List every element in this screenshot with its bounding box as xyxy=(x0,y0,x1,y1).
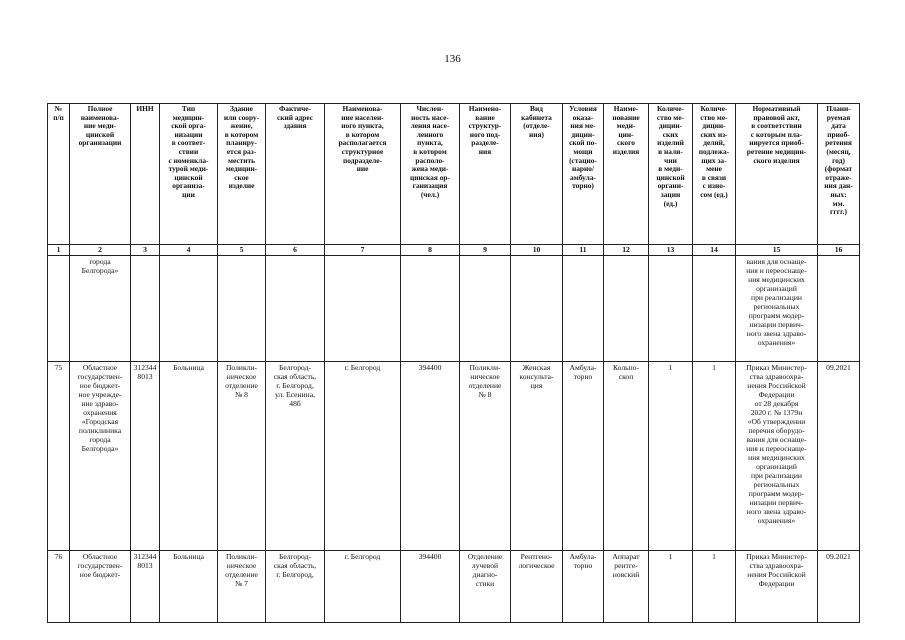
organization-name-cell: города Белгорода» xyxy=(70,256,131,362)
row-number-cell: № п/п xyxy=(48,104,70,245)
medical-equipment-table xyxy=(47,103,860,623)
planned-date-cell: 09.2021 xyxy=(818,362,860,551)
row-number-cell: 76 xyxy=(48,551,70,623)
inn-cell xyxy=(131,256,160,362)
device-name-cell: Аппарат рентге- новский xyxy=(604,551,649,623)
organization-name-cell: Полное наименова- ние меди- цинской организации xyxy=(70,104,131,245)
row-number-cell: 75 xyxy=(48,362,70,551)
legal-act-cell: вания для оснаще- ния и переоснаще- ния медицинских организаций при реализации региональных программ модер- низации первич- ного звена здраво- охранения» xyxy=(736,256,818,362)
header-row xyxy=(48,104,860,245)
building-cell: 5 xyxy=(218,245,266,256)
settlement-cell: г. Белгород xyxy=(325,551,401,623)
device-name-cell xyxy=(604,256,649,362)
subdivision-cell: 9 xyxy=(460,245,511,256)
organization-name-cell: 2 xyxy=(70,245,131,256)
care-conditions-cell: Амбула- торно xyxy=(563,362,604,551)
settlement-cell: Наименова- ние населен- ного пункта, в котором располагается структурное подразделе- ние xyxy=(325,104,401,245)
inn-cell: ИНН xyxy=(131,104,160,245)
legal-act-cell: Приказ Министер- ства здравоохра- нения Российской Федерации от 28 декабря 2020 г. № 1379н «Об утверждении перечня оборудо- вания для оснаще- ния и переоснаще- ния медицинских организаций при реализации региональных программ модер- низации первич- ного звена здраво- охранения» xyxy=(736,362,818,551)
page-number: 136 xyxy=(444,53,461,65)
planned-date-cell xyxy=(818,256,860,362)
population-cell xyxy=(401,256,460,362)
population-cell: 394400 xyxy=(401,362,460,551)
planned-date-cell: Плани- руемая дата приоб- ретения (месяц, год) (формат отраже- ния дан- ных: мм. гггг.) xyxy=(818,104,860,245)
legal-act-cell: 15 xyxy=(736,245,818,256)
subdivision-cell xyxy=(460,256,511,362)
row-number-cell xyxy=(48,256,70,362)
building-cell xyxy=(218,256,266,362)
qty-available-cell: 13 xyxy=(649,245,693,256)
address-cell: Фактиче- ский адрес здания xyxy=(266,104,325,245)
settlement-cell: г. Белгород xyxy=(325,362,401,551)
population-cell: Числен- ность насе- ления насе- ленного пункта, в котором располо- жена меди- цинская ор- ганизация (чел.) xyxy=(401,104,460,245)
building-cell: Поликли- ническое отделение № 8 xyxy=(218,362,266,551)
qty-available-cell xyxy=(649,256,693,362)
address-cell: 6 xyxy=(266,245,325,256)
legal-act-cell: Приказ Министер- ства здравоохра- нения Российской Федерации xyxy=(736,551,818,623)
organization-type-cell: 4 xyxy=(160,245,218,256)
population-cell: 8 xyxy=(401,245,460,256)
planned-date-cell: 09.2021 xyxy=(818,551,860,623)
subdivision-cell: Отделение лучевой диагно- стики xyxy=(460,551,511,623)
cabinet-type-cell xyxy=(511,256,563,362)
table-row xyxy=(48,256,860,362)
cabinet-type-cell: Рентгено- логическое xyxy=(511,551,563,623)
qty-available-cell: Количе- ство ме- дицин- ских изделий в нали- чии в меди- цинской органи- зации (ед.) xyxy=(649,104,693,245)
organization-type-cell: Больница xyxy=(160,551,218,623)
table-row xyxy=(48,551,860,623)
building-cell: Поликли- ническое отделение № 7 xyxy=(218,551,266,623)
subdivision-cell: Поликли- ническое отделение № 8 xyxy=(460,362,511,551)
qty-to-replace-cell xyxy=(693,256,736,362)
inn-cell: 3 xyxy=(131,245,160,256)
organization-type-cell: Тип медицин- ской орга- низации в соответ- ствии с номенкла- турой меди- цинской организа- ции xyxy=(160,104,218,245)
planned-date-cell: 16 xyxy=(818,245,860,256)
device-name-cell: 12 xyxy=(604,245,649,256)
cabinet-type-cell: Вид кабинета (отделе- ния) xyxy=(511,104,563,245)
address-cell: Белгород- ская область, г. Белгород, ул. Есенина, 48б xyxy=(266,362,325,551)
settlement-cell xyxy=(325,256,401,362)
organization-name-cell: Областное государствен- ное бюджет- xyxy=(70,551,131,623)
care-conditions-cell: Условия оказа- ния ме- дицин- ской по- мощи (стацио- нарно/ амбула- торно) xyxy=(563,104,604,245)
cabinet-type-cell: Женская консульта- ция xyxy=(511,362,563,551)
table-row xyxy=(48,362,860,551)
organization-type-cell: Больница xyxy=(160,362,218,551)
subdivision-cell: Наимено- вание структур- ного под- разделе- ния xyxy=(460,104,511,245)
qty-to-replace-cell: 14 xyxy=(693,245,736,256)
inn-cell: 312344 8013 xyxy=(131,551,160,623)
settlement-cell: 7 xyxy=(325,245,401,256)
device-name-cell: Наиме- нование меди- цин- ского изделия xyxy=(604,104,649,245)
population-cell: 394400 xyxy=(401,551,460,623)
care-conditions-cell: 11 xyxy=(563,245,604,256)
qty-available-cell: 1 xyxy=(649,362,693,551)
device-name-cell: Кольпо- скоп xyxy=(604,362,649,551)
organization-type-cell xyxy=(160,256,218,362)
building-cell: Здание или соору- жение, в котором планиру- ется раз- местить медицин- ское изделие xyxy=(218,104,266,245)
organization-name-cell: Областное государствен- ное бюджет- ное учрежде- ние здраво- охранения «Городская поликлиника города Белгорода» xyxy=(70,362,131,551)
row-number-cell: 1 xyxy=(48,245,70,256)
address-cell xyxy=(266,256,325,362)
cabinet-type-cell: 10 xyxy=(511,245,563,256)
legal-act-cell: Нормативный правовой акт, в соответствии с которым пла- нируется приоб- ретение медицин- ского изделия xyxy=(736,104,818,245)
qty-available-cell: 1 xyxy=(649,551,693,623)
care-conditions-cell xyxy=(563,256,604,362)
care-conditions-cell: Амбула- торно xyxy=(563,551,604,623)
address-cell: Белгород- ская область, г. Белгород, xyxy=(266,551,325,623)
qty-to-replace-cell: Количе- ство ме- дицин- ских из- делий, подлежа- щих за- мене в связи с изно- сом (ед.) xyxy=(693,104,736,245)
column-number-row xyxy=(48,245,860,256)
qty-to-replace-cell: 1 xyxy=(693,362,736,551)
inn-cell: 312344 8013 xyxy=(131,362,160,551)
qty-to-replace-cell: 1 xyxy=(693,551,736,623)
